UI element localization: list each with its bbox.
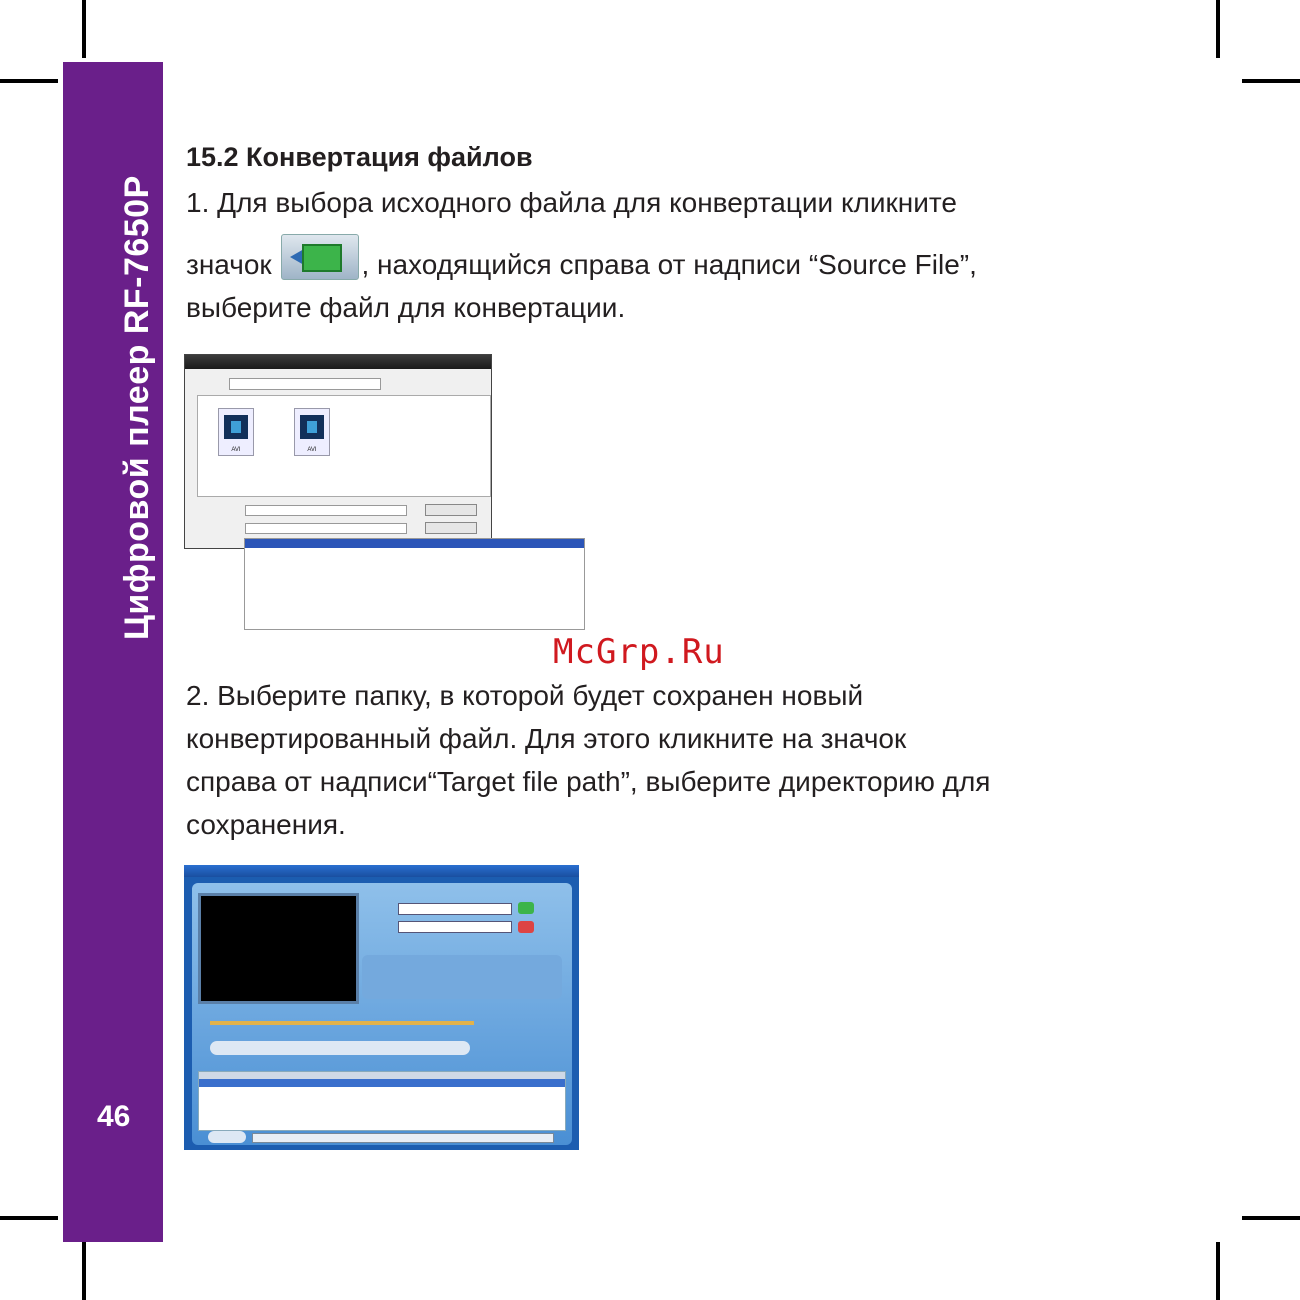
step1-line3: выберите файл для конвертации.	[186, 292, 626, 323]
seek-slider	[210, 1021, 474, 1025]
step2-line3: справа от надписи“Target file path”, выберите директорию для	[186, 766, 991, 797]
step2-paragraph	[186, 674, 990, 846]
section-heading: 15.2 Конвертация файлов	[186, 142, 533, 172]
crop-mark	[1242, 1216, 1300, 1220]
step1-paragraph	[186, 181, 977, 329]
watermark: McGrp.Ru	[553, 632, 725, 672]
file-name-field	[245, 505, 407, 516]
file-type-dropdown-screenshot	[244, 538, 585, 630]
file-type-field	[245, 523, 407, 534]
avi-file-icon: AVI	[294, 408, 330, 456]
open-file-dialog-screenshot	[184, 354, 492, 549]
video-preview	[198, 893, 359, 1004]
source-file-icon	[281, 234, 359, 280]
source-file-icon	[518, 902, 534, 914]
open-button	[425, 504, 477, 516]
step1-line1: 1. Для выбора исходного файла для конвертации кликните	[186, 187, 957, 218]
converter-titlebar	[184, 865, 579, 877]
crop-mark	[0, 1216, 58, 1220]
step1-line2-end: , находящийся справа от надписи “Source File”,	[361, 249, 977, 280]
sidebar-title: Цифровой плеер RF-7650P	[118, 175, 156, 640]
crop-mark	[82, 1242, 86, 1300]
source-file-input	[398, 903, 512, 915]
conversion-list	[198, 1071, 566, 1131]
avi-file-icon: AVI	[218, 408, 254, 456]
step2-line4: сохранения.	[186, 809, 346, 840]
step1-line2	[186, 234, 977, 286]
crop-mark	[1242, 79, 1300, 83]
crop-mark	[1216, 0, 1220, 58]
crop-mark	[1216, 1242, 1220, 1300]
cancel-button	[425, 522, 477, 534]
look-in-combo	[229, 378, 381, 390]
list-row-selected	[199, 1079, 565, 1087]
step1-line2-start: значок	[186, 249, 272, 280]
conversion-progress	[252, 1133, 554, 1143]
list-header	[199, 1072, 565, 1079]
step2-line2: конвертированный файл. Для этого кликните на значок	[186, 723, 907, 754]
target-path-input	[398, 921, 512, 933]
page-number: 46	[97, 1100, 131, 1133]
dialog-titlebar	[185, 355, 491, 369]
crop-mark	[82, 0, 86, 58]
target-folder-icon	[518, 921, 534, 933]
crop-mark	[0, 79, 58, 83]
converter-body	[192, 883, 572, 1145]
step2-line1: 2. Выберите папку, в которой будет сохранен новый	[186, 680, 864, 711]
video-converter-screenshot	[184, 865, 579, 1150]
playback-controls	[210, 1041, 470, 1055]
file-pane	[197, 395, 491, 497]
convert-button	[208, 1131, 246, 1143]
dropdown-selected-row	[245, 539, 584, 548]
settings-panel	[362, 955, 562, 999]
